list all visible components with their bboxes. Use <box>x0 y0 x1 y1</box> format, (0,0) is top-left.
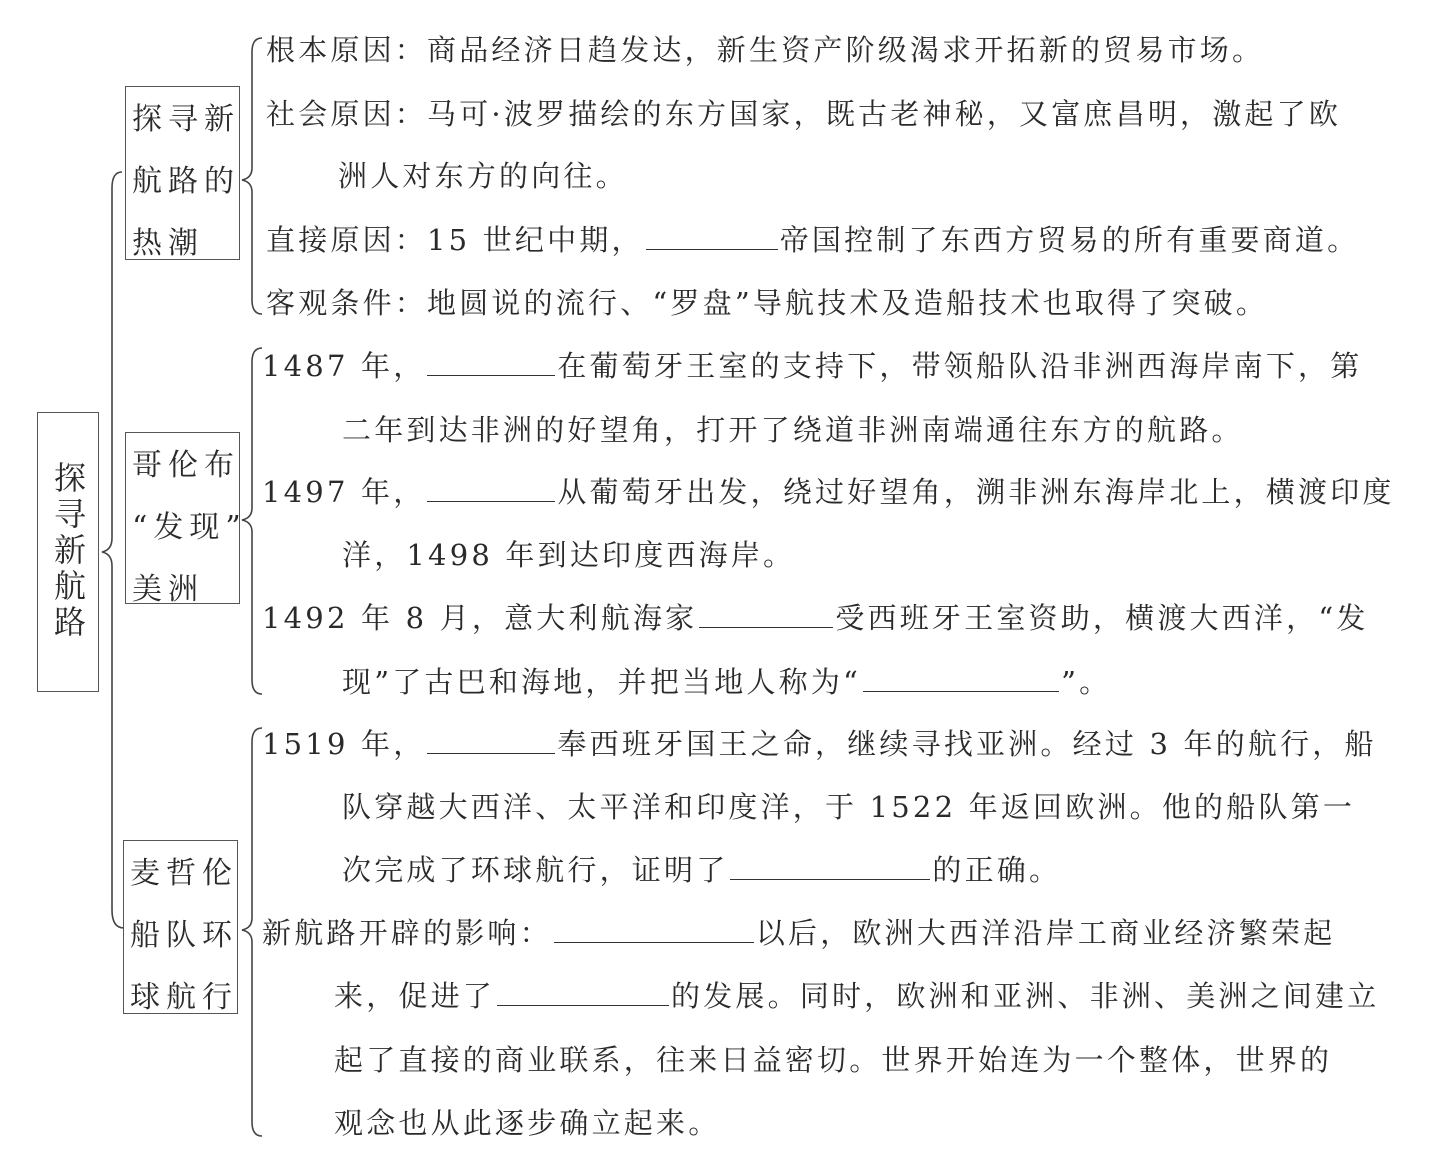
line-text: 的发展。同时，欧洲和亚洲、非洲、美洲之间建立 <box>671 979 1380 1013</box>
line-text: 洋，1498 年到达印度西海岸。 <box>342 538 796 572</box>
line-text: 根本原因：商品经济日趋发达，新生资产阶级渴求开拓新的贸易市场。 <box>266 33 1265 67</box>
fill-blank[interactable] <box>497 1003 669 1006</box>
section-title-line: 美洲 <box>132 572 204 607</box>
text-line <box>266 94 1341 134</box>
text-line <box>342 662 1111 702</box>
line-text: 直接原因：15 世纪中期， <box>266 223 644 257</box>
section-title-line: 麦哲伦 <box>130 856 238 891</box>
line-text: 帝国控制了东西方贸易的所有重要商道。 <box>779 223 1360 257</box>
fill-blank[interactable] <box>427 499 555 502</box>
line-text: 的正确。 <box>932 853 1062 887</box>
section1-brace <box>242 38 262 314</box>
line-text: 观念也从此逐步确立起来。 <box>334 1106 721 1140</box>
line-text: 1487 年， <box>262 349 426 383</box>
text-line <box>342 787 1355 827</box>
fill-blank[interactable] <box>699 625 833 628</box>
fill-blank[interactable] <box>863 689 1059 692</box>
text-line <box>262 346 1362 386</box>
text-line <box>334 976 1379 1016</box>
text-line <box>266 220 1359 260</box>
text-line <box>262 913 1335 953</box>
line-text: 次完成了环球航行，证明了 <box>342 853 729 887</box>
line-text: 1492 年 8 月，意大利航海家 <box>262 601 698 635</box>
text-line <box>266 30 1264 70</box>
text-line <box>342 410 1244 450</box>
section-title-line: 探寻新 <box>132 102 240 137</box>
line-text: 1519 年， <box>262 727 426 761</box>
section-title-box-3 <box>123 840 238 1014</box>
line-text: 社会原因：马可·波罗描绘的东方国家，既古老神秘，又富庶昌明，激起了欧 <box>266 97 1342 131</box>
text-line <box>342 535 795 575</box>
section-title-line: 船队环 <box>130 918 238 953</box>
section-title-line: 热潮 <box>132 226 204 261</box>
line-text: 现”了古巴和海地，并把当地人称为“ <box>342 665 862 699</box>
fill-blank[interactable] <box>427 751 555 754</box>
section-title-box-1 <box>125 86 240 260</box>
line-text: 二年到达非洲的好望角，打开了绕道非洲南端通往东方的航路。 <box>342 413 1244 447</box>
section-title-line: 球航行 <box>130 980 238 1015</box>
root-label: 探寻新航路 <box>49 461 87 641</box>
text-line <box>262 724 1377 764</box>
line-text: 受西班牙王室资助，横渡大西洋，“发 <box>835 601 1369 635</box>
text-line <box>262 598 1369 638</box>
fill-blank[interactable] <box>730 877 930 880</box>
text-line <box>342 850 1061 890</box>
line-text: 奉西班牙国王之命，继续寻找亚洲。经过 3 年的航行，船 <box>557 727 1377 761</box>
fill-blank[interactable] <box>427 373 555 376</box>
text-line <box>338 156 628 196</box>
line-text: 新航路开辟的影响： <box>262 916 552 950</box>
section-title-line: 航路的 <box>132 164 240 199</box>
section-title-line: 哥伦布 <box>132 448 240 483</box>
fill-blank[interactable] <box>646 247 778 250</box>
section-title-box-2 <box>125 432 247 607</box>
line-text: 客观条件：地圆说的流行、“罗盘”导航技术及造船技术也取得了突破。 <box>266 286 1269 320</box>
line-text: 洲人对东方的向往。 <box>338 159 628 193</box>
line-text: 来，促进了 <box>334 979 496 1013</box>
line-text: 以后，欧洲大西洋沿岸工商业经济繁荣起 <box>755 916 1336 950</box>
root-box <box>37 412 99 692</box>
text-line <box>334 1103 720 1143</box>
line-text: 1497 年， <box>262 475 426 509</box>
line-text: 队穿越大西洋、太平洋和印度洋，于 1522 年返回欧洲。他的船队第一 <box>342 790 1356 824</box>
fill-blank[interactable] <box>554 940 754 943</box>
line-text: ”。 <box>1061 665 1112 699</box>
line-text: 从葡萄牙出发，绕过好望角，溯非洲东海岸北上，横渡印度 <box>557 475 1395 509</box>
section3-brace <box>242 728 262 1136</box>
text-line <box>262 472 1395 512</box>
line-text: 起了直接的商业联系，往来日益密切。世界开始连为一个整体，世界的 <box>334 1043 1333 1077</box>
line-text: 在葡萄牙王室的支持下，带领船队沿非洲西海岸南下，第 <box>557 349 1363 383</box>
text-line <box>334 1040 1332 1080</box>
text-line <box>266 283 1268 323</box>
section-title-line: “发现” <box>132 510 247 545</box>
root-brace <box>102 172 124 928</box>
